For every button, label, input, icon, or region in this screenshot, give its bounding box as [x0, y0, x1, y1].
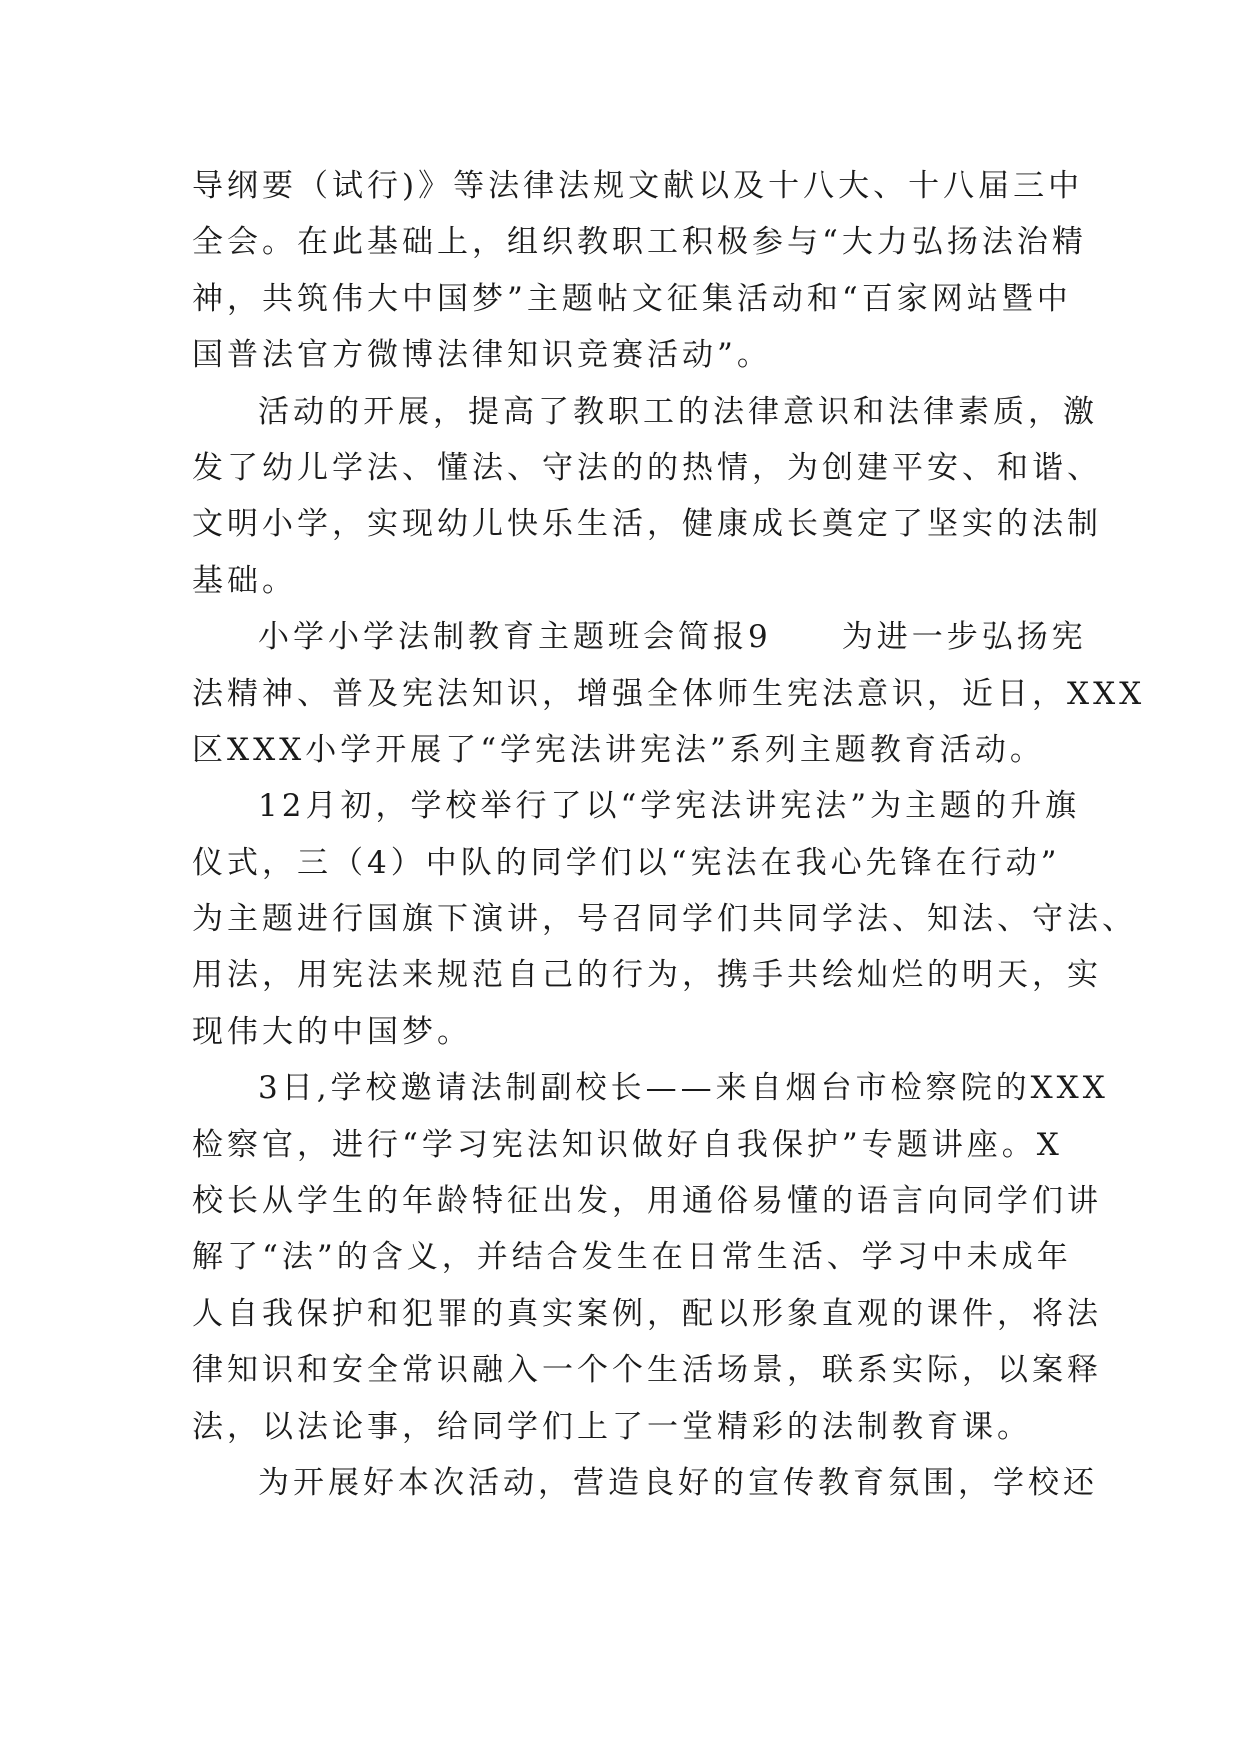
- text-line: 用法，用宪法来规范自己的行为，携手共绘灿烂的明天，实: [192, 957, 1102, 994]
- text-line: 全会。在此基础上，组织教职工积极参与“大力弘扬法治精: [192, 224, 1087, 261]
- text-line: 神，共筑伟大中国梦”主题帖文征集活动和“百家网站暨中: [192, 280, 1072, 317]
- text-line: 文明小学，实现幼儿快乐生活，健康成长奠定了坚实的法制: [192, 506, 1102, 543]
- text-line: 区XXX小学开展了“学宪法讲宪法”系列主题教育活动。: [192, 731, 1045, 768]
- text-line: 检察官，进行“学习宪法知识做好自我保护”专题讲座。X: [192, 1126, 1063, 1163]
- text-line: 发了幼儿学法、懂法、守法的的热情，为创建平安、和谐、: [192, 449, 1102, 486]
- text-line: 人自我保护和犯罪的真实案例，配以形象直观的课件，将法: [192, 1295, 1102, 1332]
- paragraph-start-line: 12月初，学校举行了以“学宪法讲宪法”为主题的升旗: [258, 788, 1081, 825]
- text-line: 律知识和安全常识融入一个个生活场景，联系实际，以案释: [192, 1352, 1102, 1389]
- text-line: 为主题进行国旗下演讲，号召同学们共同学法、知法、守法、: [192, 901, 1137, 938]
- document-body: [192, 158, 1146, 1511]
- paragraph-start-line: 3日,学校邀请法制副校长——来自烟台市检察院的XXX: [258, 1070, 1109, 1107]
- text-line: 基础。: [192, 562, 297, 599]
- text-line: 导纲要（试行)》等法律法规文献以及十八大、十八届三中: [192, 168, 1084, 204]
- paragraph-start-line: 为开展好本次活动，营造良好的宣传教育氛围，学校还: [258, 1464, 1098, 1501]
- text-line: 法，以法论事，给同学们上了一堂精彩的法制教育课。: [192, 1408, 1032, 1445]
- text-line: 仪式，三（4）中队的同学们以“宪法在我心先锋在行动”: [192, 844, 1061, 881]
- text-line: 校长从学生的年龄特征出发，用通俗易懂的语言向同学们讲: [192, 1183, 1102, 1220]
- text-line: 现伟大的中国梦。: [192, 1013, 472, 1050]
- paragraph-start-line: 活动的开展，提高了教职工的法律意识和法律素质，激: [258, 393, 1098, 430]
- text-line: 解了“法”的含义，并结合发生在日常生活、学习中未成年: [192, 1239, 1072, 1276]
- text-line: 法精神、普及宪法知识，增强全体师生宪法意识，近日，XXX: [192, 675, 1146, 712]
- text-line: 国普法官方微博法律知识竞赛活动”。: [192, 337, 772, 374]
- paragraph-start-line: 小学小学法制教育主题班会简报9 为进一步弘扬宪: [258, 619, 1087, 656]
